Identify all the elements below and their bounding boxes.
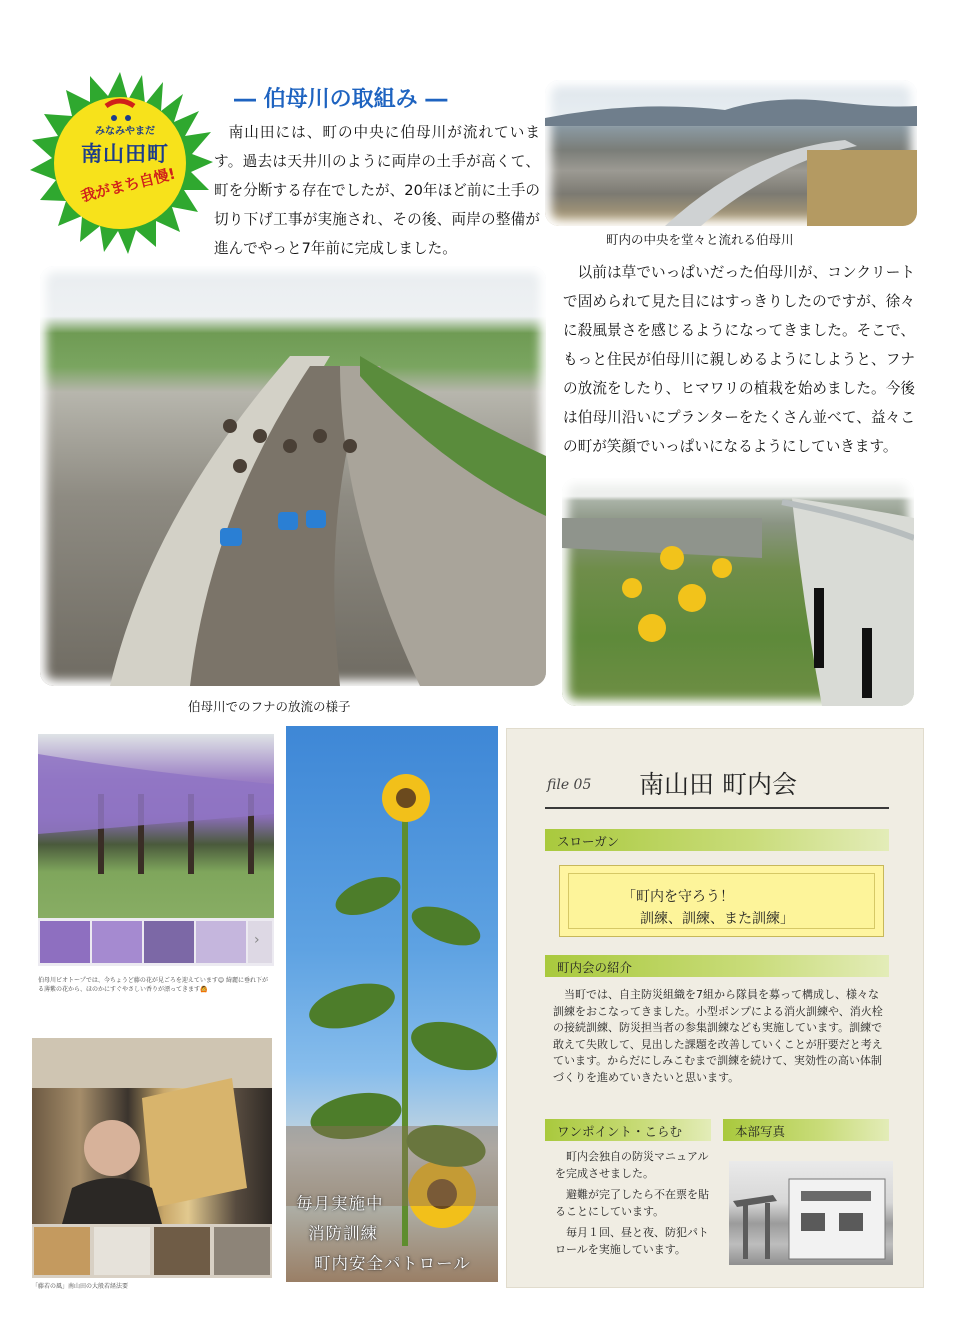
town-aerial-photo [545, 80, 917, 226]
article-title: ― 伯母川の取組み ― [234, 87, 448, 112]
file-number-label: file 05 [547, 777, 592, 793]
tall-sunflower-photo [286, 726, 498, 1282]
ceremony-thumbnail[interactable] [94, 1227, 150, 1275]
story-paragraph: 以前は草でいっぱいだった伯母川が、コンクリートで固められて見た目にはすっきりしたのですが、徐々に殺風景さを感じるようになってきました。そこで、もっと住民が伯母川に親しめるようにしようと、フナの放流をしたり、ヒマワリの植栽を始めました。今後は伯母川沿いにプランターをたくさん並べて、益々この町が笑顔でいっぱいになるようにしていきます。 [563, 264, 915, 455]
town-photo-drawing [545, 80, 917, 226]
sunflower-road-drawing [562, 478, 914, 706]
column-paragraph-1: 町内会独自の防災マニュアルを完成させました。 [555, 1150, 709, 1180]
wisteria-caption: 伯母川ビオトープでは、今ちょうど藤の花が見ごろを迎えています😊 綺麗に垂れ下がる薄紫の花から、ほのかにすぐやさしい香りが漂ってきます🙆 [38, 977, 269, 993]
card-title: 南山田 町内会 [639, 770, 797, 799]
wisteria-thumbnail[interactable] [92, 921, 142, 963]
badge-reading: みなみやまだ [95, 126, 155, 137]
building-drawing [729, 1161, 893, 1265]
sutra-ceremony-photo [32, 1038, 272, 1224]
title-underline [545, 807, 889, 809]
intro-heading: 町内会の紹介 [545, 955, 889, 977]
association-intro-text: 当町では、自主防災組織を7組から隊員を募って構成し、様々な訓練をおこなってきました。小型ポンプによる消火訓練や、消火栓の接続訓練、防災担当者の参集訓練なども実施しています。訓練で敢えて失敗して、見出した課題を改善していくことが肝要だと考えています。からだにしみこむまで訓練を続けて、実効性の高い体制づくりを進めていきたいと思います。 [553, 988, 883, 1084]
column-heading: ワンポイント・こらむ [545, 1119, 711, 1141]
wisteria-thumbnail-strip [38, 918, 274, 966]
slogan-heading: スローガン [545, 829, 889, 851]
ceremony-thumbnail[interactable] [214, 1227, 270, 1275]
ceremony-caption: 「藤若の風」南山田の大般若経法要 [32, 1283, 129, 1290]
wisteria-thumbnail[interactable] [196, 921, 246, 963]
column-paragraph-3: 毎月１回、昼と夜、防犯パトロールを実施しています。 [555, 1226, 709, 1256]
slogan-box [559, 865, 884, 937]
intro-paragraph: 南山田には、町の中央に伯母川が流れています。過去は天井川のように両岸の土手が高くて、町を分断する存在でしたが、20年ほど前に土手の切り下げ工事が実施され、その後、両岸の整備が進んでやっと7年前に完成しました。 [214, 124, 540, 257]
river-photo-caption: 伯母川でのフナの放流の様子 [188, 699, 351, 714]
column-paragraph-2: 避難が完了したら不在票を貼ることにしています。 [555, 1188, 709, 1218]
ceremony-drawing [32, 1038, 272, 1224]
overlay-monthly: 毎月実施中 [296, 1194, 384, 1213]
town-photo-caption: 町内の中央を堂々と流れる伯母川 [606, 232, 794, 247]
neighborhood-association-card [506, 728, 924, 1288]
wisteria-thumbnail[interactable] [144, 921, 194, 963]
next-thumbnail-arrow-icon[interactable]: › [248, 921, 272, 963]
headquarters-building-photo [729, 1161, 893, 1265]
wisteria-biotope-photo [38, 734, 274, 918]
slogan-line-2: 訓練、訓練、また訓練」 [640, 911, 794, 927]
overlay-safety-patrol: 町内安全パトロール [314, 1254, 471, 1273]
ceremony-thumbnail[interactable] [34, 1227, 90, 1275]
overlay-fire-drill: 消防訓練 [308, 1224, 378, 1243]
wisteria-drawing [38, 734, 274, 918]
slogan-line-1: 「町内を守ろう！ [622, 889, 734, 905]
river-fish-release-photo [40, 266, 546, 686]
wisteria-thumbnail[interactable] [40, 921, 90, 963]
ceremony-thumbnail[interactable] [154, 1227, 210, 1275]
badge-tagline: 我がまち自慢! [78, 164, 178, 206]
ceremony-thumbnail-strip [32, 1224, 272, 1278]
river-photo-drawing [40, 266, 546, 686]
town-badge-logo [28, 70, 213, 255]
hq-photo-heading: 本部写真 [723, 1119, 889, 1141]
sunflower-roadside-photo [562, 478, 914, 706]
badge-town-name: 南山田町 [81, 142, 169, 166]
